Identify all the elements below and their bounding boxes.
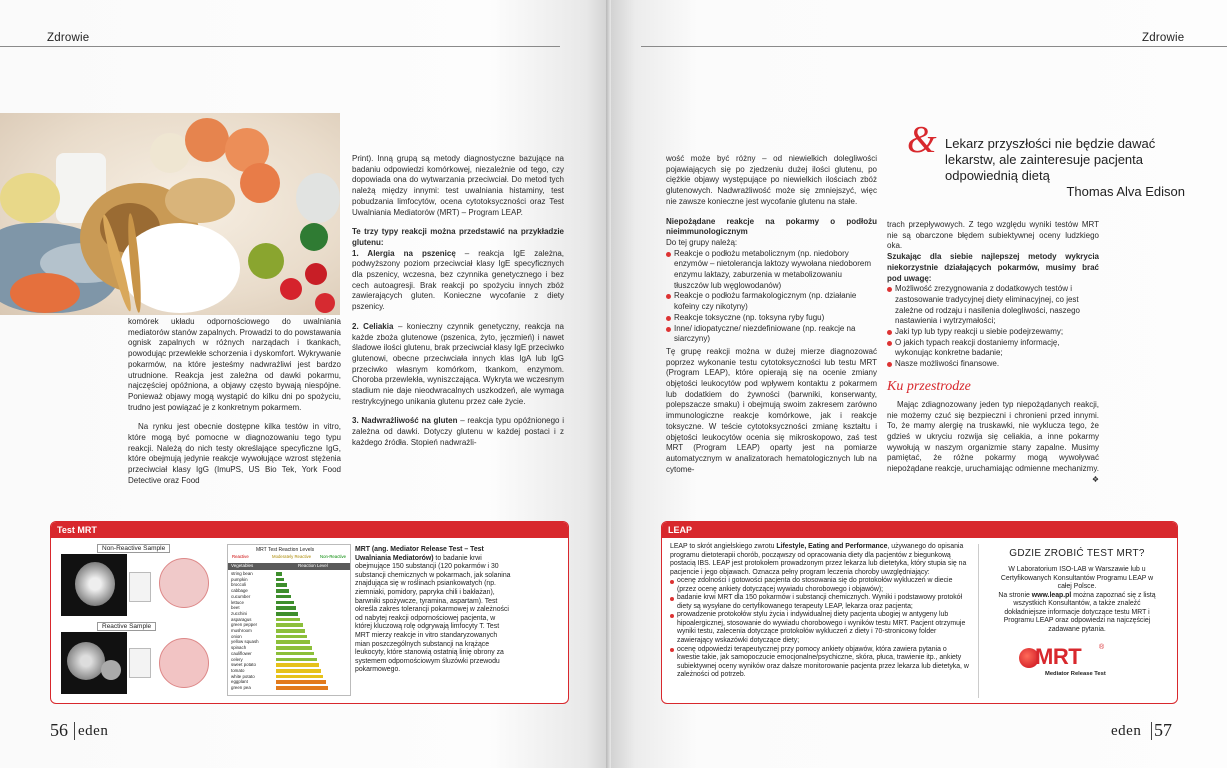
paragraph: komórek układu odpornościowego do uwalniania mediatorów stanów zapalnych. Prowadzi to do powstawania ognisk zapalnych w różnych narządach i tkankach, powodując przewlekłe schorzenia i dyskomfort. Wykrywanie pokarmów, na które jesteśmy nadwrażliwi jest bardzo utrudnione. Reakcja jest zależna od dawki pokarmu, najczęściej opóźniona, a objawy często bywają niespójne. Ponieważ objawy mogą wystąpić do kilku dni po spożyciu, trudno jest powiązać je z konkretnym pokarmem. <box>128 317 342 412</box>
food-label: sweet potato <box>231 662 256 668</box>
reaction-bar <box>276 640 310 644</box>
quote-mark: & <box>907 119 937 161</box>
where-to-test <box>982 548 1172 684</box>
list-item: badanie krwi MRT dla 150 pokarmów i substancji chemicznych. Wyniki i podstawowy protokół diety są wysyłane do certyfikowanego terapeuty LEAP, lekarza oraz pacjenta; <box>670 594 970 611</box>
mrt-definition: MRT (ang. Mediator Release Test – Test Uwalniania Mediatorów) <box>355 546 484 562</box>
chart-legend <box>230 554 350 562</box>
food-row <box>228 685 350 691</box>
reaction-bar <box>276 646 312 650</box>
folio-divider <box>1151 722 1152 740</box>
food-label: lettuce <box>231 599 244 605</box>
food-label: asparagus <box>231 616 252 622</box>
strawberry-shape <box>315 293 335 313</box>
reaction-bar <box>276 635 307 639</box>
food-bars <box>228 571 350 695</box>
magazine-brand: eden <box>1111 723 1142 739</box>
article-column-1 <box>666 154 877 484</box>
nuts-bowl-shape <box>150 133 190 173</box>
paragraph: trach przepływowych. Z tego względu wyniki testów MRT nie są obarczone błędem subiektywnej oceny ludzkiego oka. <box>887 220 1099 251</box>
almonds-shape <box>165 178 235 223</box>
text: LEAP to skrót angielskiego zwrotu <box>670 543 777 550</box>
mrt-logo <box>1017 644 1137 684</box>
cell-shape <box>101 660 121 680</box>
left-page <box>0 0 611 768</box>
where-text: W Laboratorium ISO-LAB w Warszawie lub u Certyfikowanych Konsultantów Programu LEAP w całej Polsce. <box>1000 566 1154 591</box>
section-heading: Ku przestrodze <box>887 378 971 394</box>
text: można zapoznać się z listą wszystkich Konsultantów, a także znaleźć dokładniejsze informacje dotyczące testu MRT i Programu LEAP oraz odpowiedzi na najczęściej zadawane pytania. <box>1003 591 1156 633</box>
section-header: Zdrowie <box>47 32 90 44</box>
shrimp-shape <box>10 273 80 313</box>
text-bold: Lifestyle, Eating and Performance <box>776 543 888 550</box>
sample-label: Reactive Sample <box>97 622 156 631</box>
reaction-chart <box>227 544 351 696</box>
diagram-thumb <box>129 648 151 678</box>
reaction-bar <box>276 578 284 582</box>
food-label: eggplant <box>231 679 248 685</box>
diagram-thumb <box>129 572 151 602</box>
list-item-text: – reakcja typu opóźnionego i zależna od dawki. Dotyczy glutenu w każdej postaci i z każdego źródła. Stopień nadwrażli- <box>352 416 564 447</box>
cell-micrograph <box>61 554 127 616</box>
magazine-brand: eden <box>78 723 109 739</box>
leap-bullets <box>670 577 970 680</box>
where-text <box>996 592 1158 635</box>
reaction-bar <box>276 652 314 656</box>
logo-tagline: Mediator Release Test <box>1045 671 1106 678</box>
leap-sidebar-box <box>661 521 1178 704</box>
list-item: Jaki typ lub typy reakcji u siebie podejrzewamy; <box>887 327 1099 338</box>
header-rule <box>641 46 1227 47</box>
food-label: yellow squash <box>231 639 259 645</box>
text: Na stronie <box>998 591 1032 599</box>
food-label: celery <box>231 656 243 662</box>
paragraph: Na rynku jest obecnie dostępne kilka testów in vitro, które mogą być pomocne w diagnozowaniu tego typu reakcji. Należą do nich testy określające specyficzne IgG, które obejmują jedynie reakcje wywołujące wzrost stężenia przeciwciał klasy IgG (ImuPS, US Bio Tek, York Food Detective oraz Food <box>128 422 341 485</box>
legend-reactive: Reactive <box>232 554 249 559</box>
list-item: ocenę odpowiedzi terapeutycznej przy pomocy ankiety objawów, która zawiera pytania o kwestie takie, jak samopoczucie emocjonalne/psychiczne, skóra, płuca, trawienie itp., ankiety subiektywnej oceny wyników oraz dalsze monitorowanie pacjenta przez lekarza lub dietetyka, w zależności od potrzeb. <box>670 646 970 680</box>
list-item: Nasze możliwości finansowe. <box>887 359 1099 370</box>
chart-title: MRT Test Reaction Levels <box>256 547 315 553</box>
food-label: beet <box>231 605 240 611</box>
logo-text: MRT <box>1035 644 1082 670</box>
quote-author: Thomas Alva Edison <box>1066 184 1185 199</box>
list-item: Inne/ idiopatyczne/ niezdefiniowane (np. reakcje na siarczyny) <box>666 324 877 345</box>
food-label: pumpkin <box>231 576 248 582</box>
strawberry-shape <box>280 278 302 300</box>
paragraph: Print). Inną grupą są metody diagnostyczne bazujące na badaniu odpowiedzi komórkowej, niezależnie od tego, czy dopowiada ona do wytwarzania przeciwciał. Do metod tych należą między innymi: test uwalniania histaminy, test pobudzania limfocytów, ocena cytotoksyczności oraz Test Uwalniania Mediatorów (MRT) – Program LEAP. <box>352 154 564 217</box>
list-item-heading: 2. Celiakia <box>352 321 394 331</box>
reaction-bar <box>276 623 303 627</box>
strawberry-shape <box>305 263 327 285</box>
legend-non-reactive: Non-Reactive <box>320 554 347 559</box>
website-link[interactable]: www.leap.pl <box>1031 591 1072 599</box>
reaction-bar <box>276 680 326 684</box>
food-label: spinach <box>231 645 247 651</box>
food-label: green pea <box>231 685 251 690</box>
cell-diagram <box>159 558 209 608</box>
page-number: 56 <box>50 720 68 740</box>
food-label: cabbage <box>231 588 248 594</box>
reaction-bar <box>276 606 296 610</box>
food-label: string bean <box>231 571 253 576</box>
paragraph: wość może być różny – od niewielkich dolegliwości pojawiających się po zjedzeniu dużej ilości glutenu, po ciężkie objawy występujące po niewielkich ilościach zbóż glutenowych. Nadwrażliwość może się zmniejszyć, więc nie zawsze konieczne jest wycofanie glutenu na stałe. <box>666 154 877 206</box>
glass-bowl-shape <box>296 173 340 223</box>
cell-shape <box>75 562 115 606</box>
sample-figure <box>59 544 252 694</box>
egg-shape <box>185 118 229 162</box>
egg-shape <box>240 163 280 203</box>
subheading: Szukając dla siebie najlepszej metody wykrycia niekorzystnie działających pokarmów, musimy brać pod uwagę: <box>887 252 1099 283</box>
list-item: prowadzenie protokołów stylu życia i indywidualnej diety pacjenta ubogiej w antygeny lub hipoalergicznej, stosowanie do wywiadu chorobowego i wyników testu MRT. Pacjent otrzymuje wyniki testu, zalecenia dotyczące protokołów wykluczeń z diety i 70-stronicowy folder zawierający wskazówki dotyczące diety; <box>670 611 970 645</box>
reaction-bar <box>276 583 287 587</box>
bullet-list <box>666 249 877 345</box>
reaction-bar <box>276 612 298 616</box>
reaction-bar <box>276 658 317 662</box>
chart-col-label: Vegetables <box>231 563 254 568</box>
mrt-description <box>355 546 513 675</box>
reaction-bar <box>276 675 323 679</box>
article-column-2 <box>352 154 564 458</box>
kiwi-shape <box>300 223 328 251</box>
section-header: Zdrowie <box>1142 32 1185 44</box>
list-item-heading: 1. Alergia na pszenicę <box>352 248 456 258</box>
reaction-bar <box>276 589 289 593</box>
legend-moderate: Moderately Reactive <box>272 554 312 559</box>
box-title: Test MRT <box>51 522 569 538</box>
reaction-bar <box>276 669 321 673</box>
list-item-text: – reakcja IgE zależna, podwyższony poziom przeciwciał klasy IgE specyficznych dla pszenicy, wczesna, bez czynnika genetycznego i bez cech autoagresji. Brak reakcji po spożyciu innych zbóż zawierających gluten. Konieczne wycofanie z diety pszenicy. <box>352 248 564 312</box>
paragraph-text: Mając zdiagnozowany jeden typ niepożądanych reakcji, nie możemy czuć się bezpieczni i chronieni przed innymi. To, że mamy alergię na truskawki, nie wyklucza tego, że gdzieś w ukryciu rozwija się celiakia, a inne pokarmy wywołują w naszym organizmie stany zapalne. Musimy pamiętać, że różne pokarmy mogą wywoływać niepożądane reakcje, uruchamiając odmienne mechanizmy. <box>887 399 1099 474</box>
food-label: cauliflower <box>231 650 252 656</box>
end-mark: ❖ <box>1091 474 1099 484</box>
box-title: LEAP <box>662 522 1178 538</box>
food-label: white potato <box>231 673 255 679</box>
mrt-text: to badanie krwi obejmujące 150 substancji (120 pokarmów i 30 substancji chemicznych w pokarmach, jak solanina znajdująca się w roślinach psiankowatych (np. ziemniaki, pomidory, papryka chili i bakłażan), barwniki spożywcze, tyramina, aspartam). Test określa zakres tolerancji pokarmowej w zależności od nabytej reakcji odpornościowej pacjenta, w której kluczową rolę odgrywają limfocyty T. Test MRT mierzy reakcje in vitro standaryzowanych mian poszczególnych substancji na krążące leukocyty, które stanowią ostatnią linię obrony za systemem odpornościowym śluzówki przewodu pokarmowego. <box>355 554 511 674</box>
subheading: Niepożądane reakcje na pokarmy o podłożu nieimmunologicznym <box>666 216 877 237</box>
page-number: 57 <box>1154 720 1172 740</box>
bullet-list <box>887 284 1099 370</box>
reaction-bar <box>276 663 319 667</box>
paragraph <box>887 399 1099 484</box>
list-item: Reakcje o podłożu metabolicznym (np. niedobory enzymów – nietolerancja laktozy wywołana niedoborem enzymu laktazy, zaburzenia w metabolizowaniu tłuszczów lub węglowodanów) <box>666 249 877 292</box>
list-item: Możliwość zrezygnowania z dodatkowych testów i zastosowanie tradycyjnej diety eliminacyjnej, co jest zależne od rodzaju i nasilenia dolegliwości, naszego nastawienia i wytrzymałości; <box>887 284 1099 327</box>
reaction-bar <box>276 629 305 633</box>
mrt-sidebar-box <box>50 521 569 704</box>
list-item: Reakcje o podłożu farmakologicznym (np. działanie kofeiny czy nikotyny) <box>666 291 877 312</box>
cheese-shape <box>0 173 60 223</box>
food-photo <box>0 113 340 315</box>
subheading-intro: Do tej grupy należą: <box>666 237 738 247</box>
folio-divider <box>74 722 75 740</box>
food-label: cucumber <box>231 593 251 599</box>
cell-shape <box>67 642 105 680</box>
list-item-text: – konieczny czynnik genetyczny, reakcja na każde zboża glutenowe (pszenica, żyto, jęczmień) i nawet śladowe ilości glutenu, brak przeciwciał klasy IgE przeciwko glutenowi, obecne przeciwciała innych klas IgA lub IgG przeciwko własnym komórkom, tkankom, enzymom. Choroba przewlekła, wyniszczająca. Wykryta we wczesnym stadium nie daje nieodwracalnych uszkodzeń, ale wymaga restrykcyjnego unikania glutenu przez całe życie. <box>352 321 564 406</box>
logo-registered: ® <box>1099 644 1105 652</box>
reaction-bar <box>276 618 300 622</box>
reaction-bar <box>276 572 282 576</box>
sample-label: Non-Reactive Sample <box>97 544 170 553</box>
leap-intro <box>670 543 970 577</box>
text: , używanego do opisania programu dietoterapii chorób, począwszy od opracowania diety dla pacjentów z biegunkową postacią IBS. LEAP jest protokołem prowadzonym przez lekarza lub dietetyka, który stupia się na pacjencie i jego objawach. Oznacza pełny program leczenia choroby uwzględniający: <box>670 543 967 576</box>
where-title: GDZIE ZROBIĆ TEST MRT? <box>1009 548 1145 559</box>
header-rule <box>0 46 560 47</box>
paragraph-heading: Te trzy typy reakcji można przedstawić na przykładzie glutenu: <box>352 227 564 247</box>
article-column-1 <box>128 317 341 496</box>
reaction-bar <box>276 686 328 690</box>
food-label: zucchini <box>231 610 247 616</box>
chart-header <box>228 563 350 570</box>
food-label: broccoli <box>231 582 247 588</box>
article-column-2 <box>887 220 1099 485</box>
food-label: mushroom <box>231 628 252 633</box>
paragraph: Tę grupę reakcji można w dużej mierze diagnozować poprzez wykonanie testu cytotoksyczności lub testu MRT (Program LEAP), które opierają się na ocenie zmiany objętości leukocytów pod wpływem kontaktu z pokarmem lub dodatkiem do żywności (barwniki, konserwanty, polepszacze smaku) i obejmują swoim zakresem zarówno immunologiczne reakcje komórkowe, jak i reakcje toksyczne. W teście cytotoksyczności zmianę kształtu i objętości leukocytów ocenia się mikroskopowo, zaś test MRT (Program LEAP) oparty jest na pomiarze automatycznym w analizatorach hematologicznych lub na cytome- <box>666 346 877 474</box>
leap-description <box>670 543 970 680</box>
quote-text: Lekarz przyszłości nie będzie dawać lekarstw, ale zainteresuje pacjenta odpowiednią dietą <box>945 136 1156 183</box>
reaction-bar <box>276 601 294 605</box>
cell-micrograph <box>61 632 127 694</box>
list-item-heading: 3. Nadwrażliwość na gluten <box>352 416 458 426</box>
reaction-bar <box>276 595 291 599</box>
pull-quote <box>945 136 1185 200</box>
food-label: green pepper <box>231 622 258 628</box>
box-divider <box>978 544 979 698</box>
food-label: onion <box>231 633 242 639</box>
list-item: ocenę zdolności i gotowości pacjenta do stosowania się do protokołów wykluczeń w diecie (przez ocenę ankiety dotyczącej wywiadu chorobowego i objawów); <box>670 577 970 594</box>
food-label: tomato <box>231 667 245 673</box>
list-item: O jakich typach reakcji dostaniemy informację, wykonując konkretne badanie; <box>887 338 1099 359</box>
cell-diagram <box>159 638 209 688</box>
right-page <box>611 0 1227 768</box>
kiwi-shape <box>248 243 284 279</box>
list-item: Reakcje toksyczne (np. toksyna ryby fugu) <box>666 313 877 324</box>
chart-col-label: Reaction Level <box>298 563 328 568</box>
